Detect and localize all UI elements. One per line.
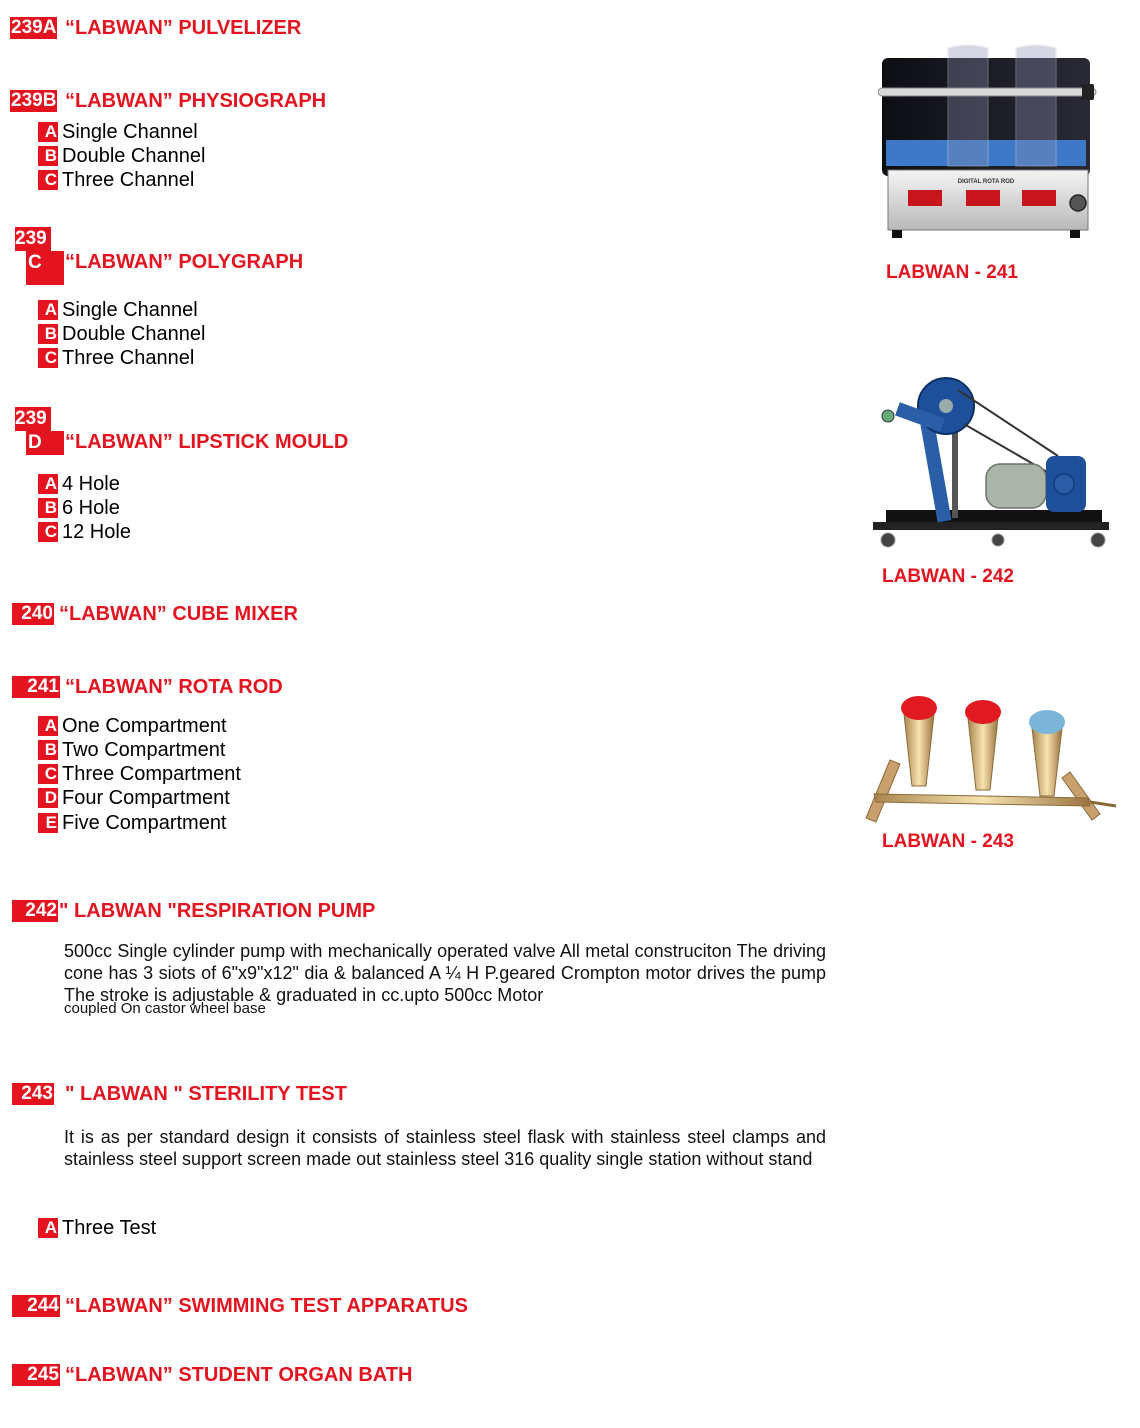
section-description: It is as per standard design it consists of stainless steel flask with stainless steel clamps and stainless steel support screen made out stainless steel 316 quality single station without stand [64,1127,826,1169]
section-number-239c-top: 239 [15,227,51,251]
option-label: 6 Hole [62,497,120,519]
option-label: Three Channel [62,347,195,369]
section-title-respiration-pump: " LABWAN "RESPIRATION PUMP [59,900,376,922]
section-number-239a: 239A [11,17,57,38]
rota-rod-photo [878,40,1098,242]
section-title-polygraph: “LABWAN” POLYGRAPH [65,251,304,273]
section-title-pulverizer: “LABWAN” PULVELIZER [65,17,302,39]
option-item [38,346,194,370]
option-letter: B [38,498,58,518]
section-title-sterility-test: " LABWAN " STERILITY TEST [65,1083,347,1105]
option-letter: C [38,522,58,542]
section-number-244: 244 [12,1295,60,1317]
option-label: 4 Hole [62,473,120,495]
option-letter: A [38,1218,58,1238]
section-title-rota-rod: “LABWAN” ROTA ROD [65,676,283,698]
option-letter: A [38,300,58,320]
option-item [38,496,120,520]
option-label: Two Compartment [62,739,226,761]
option-label: Three Test [62,1217,157,1239]
option-label: Five Compartment [62,812,227,834]
option-label: Three Compartment [62,763,241,785]
section-number-239b: 239B [11,90,57,111]
option-item [38,762,241,786]
option-item [38,811,227,835]
option-label: One Compartment [62,715,227,737]
option-label: 12 Hole [62,521,131,543]
figure-caption-242: LABWAN - 242 [882,566,1014,587]
option-label: Double Channel [62,323,206,345]
respiration-pump-photo [868,372,1118,572]
option-item [38,144,205,168]
option-letter: C [38,764,58,784]
figure-caption-243: LABWAN - 243 [882,831,1014,852]
section-number-240: 240 [12,603,54,625]
option-item [38,738,225,762]
option-item [38,1216,156,1240]
panel-label: DIGITAL ROTA ROD [957,179,1015,185]
section-number-242: 242 [12,900,58,922]
section-description: 500cc Single cylinder pump with mechanically operated valve All metal construciton The driving cone has 3 siots of 6"x9"x12" dia & balanced A ¼ H P.geared Crompton motor drives the pump The stroke is adjustable & graduated in cc.upto 500cc Motor [64,941,826,1005]
section-number-239c-bottom: C [26,251,64,285]
figure-caption-241: LABWAN - 241 [886,262,1018,283]
option-letter: B [38,146,58,166]
section-number-239d-bottom: D [26,431,64,455]
option-letter: C [38,170,58,190]
option-letter: B [38,324,58,344]
option-letter: C [38,348,58,368]
option-letter: E [38,813,58,833]
section-title-swimming-test-apparatus: “LABWAN” SWIMMING TEST APPARATUS [65,1295,468,1317]
option-label: Four Compartment [62,787,230,809]
option-letter: D [38,788,58,808]
option-item [38,322,205,346]
option-label: Double Channel [62,145,206,167]
section-number-239d-top: 239 [15,407,51,431]
option-label: Three Channel [62,169,195,191]
option-item [38,714,227,738]
option-item [38,120,198,144]
option-letter: A [38,122,58,142]
section-description-continued: coupled On castor wheel base [64,1000,266,1017]
section-title-cube-mixer: “LABWAN” CUBE MIXER [59,603,298,625]
section-title-physiograph: “LABWAN” PHYSIOGRAPH [65,90,327,112]
section-title-student-organ-bath: “LABWAN” STUDENT ORGAN BATH [65,1364,413,1386]
option-item [38,168,194,192]
option-letter: A [38,474,58,494]
section-number-243: 243 [12,1083,54,1105]
section-number-241: 241 [12,676,60,698]
section-title-lipstick-mould: “LABWAN” LIPSTICK MOULD [65,431,349,453]
option-item [38,298,198,322]
option-letter: B [38,740,58,760]
option-label: Single Channel [62,299,198,321]
option-item [38,472,120,496]
sterility-test-photo [860,690,1124,850]
option-item [38,520,131,544]
section-number-245: 245 [12,1364,60,1386]
option-label: Single Channel [62,121,198,143]
option-item [38,786,230,810]
option-letter: A [38,716,58,736]
